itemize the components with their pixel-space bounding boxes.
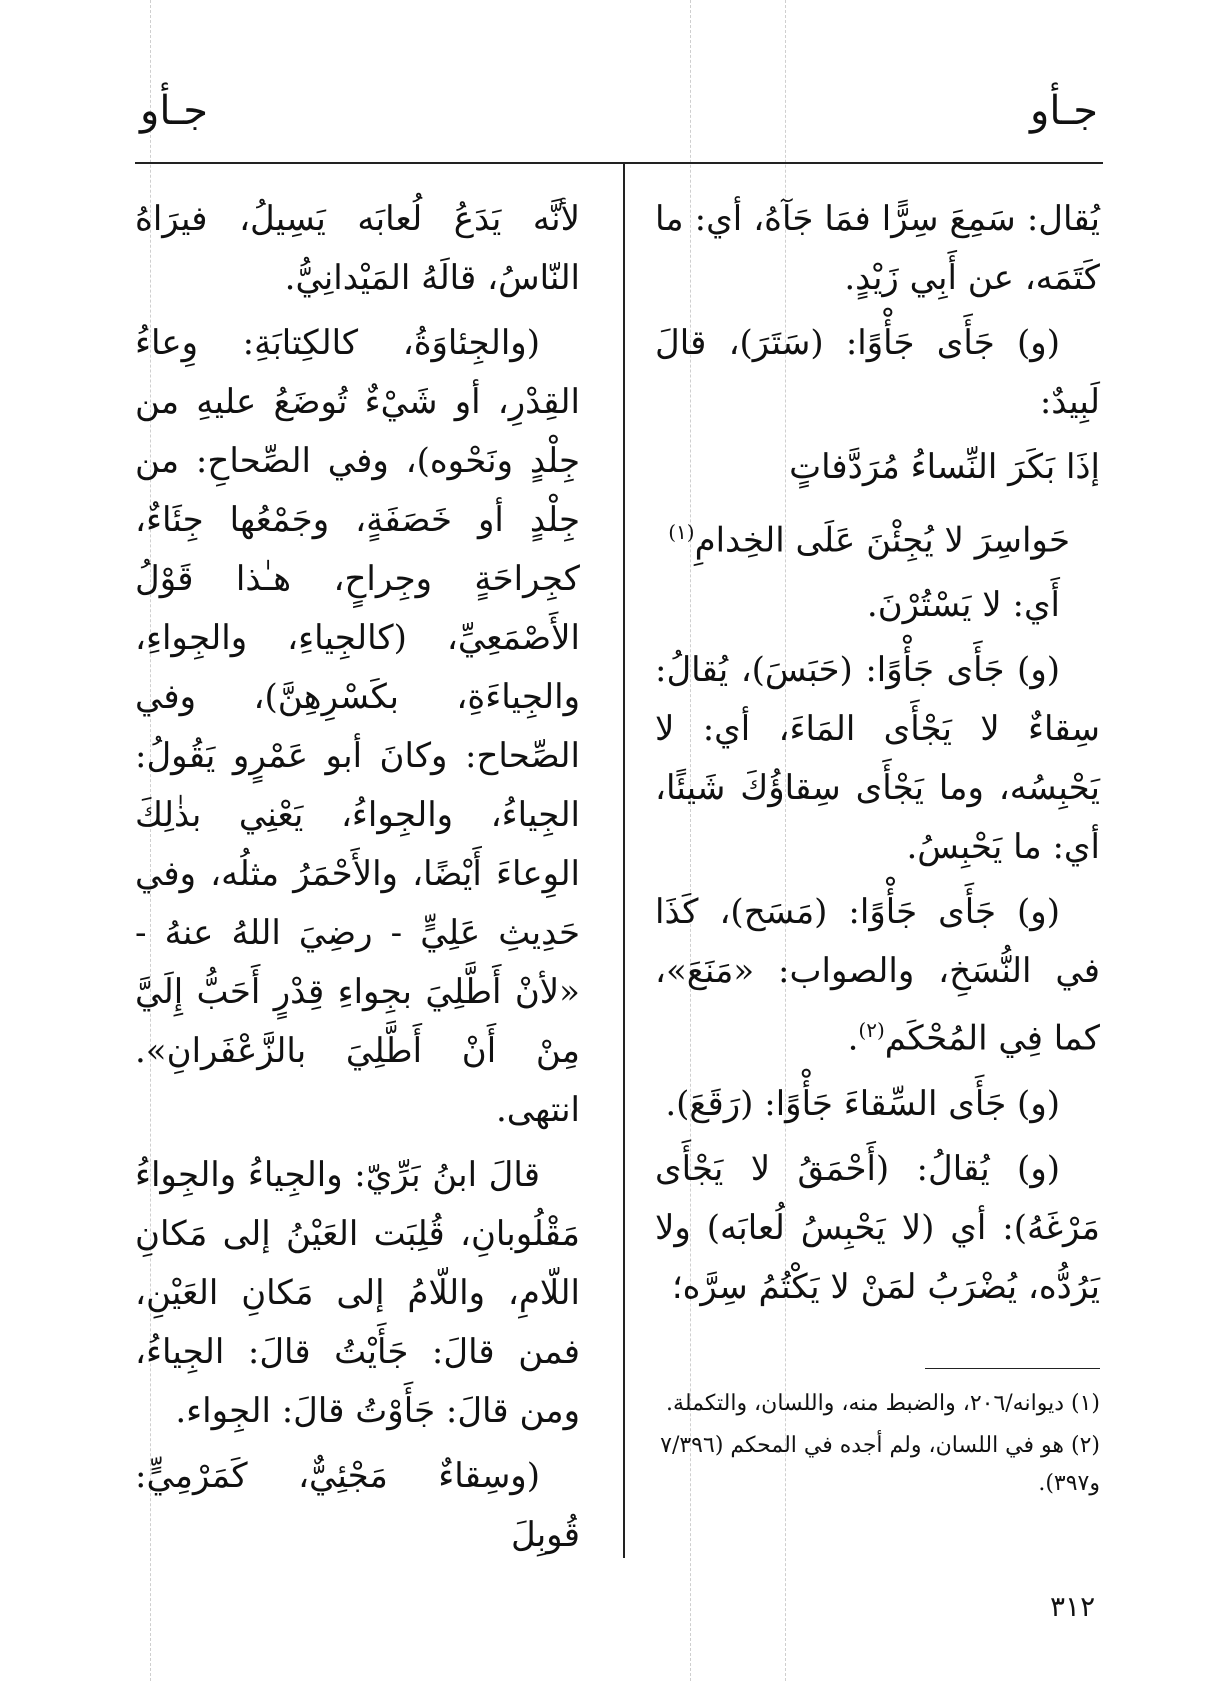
paragraph: (و) جَأَى جَأْوًا: (مَسَح)، كَذَا في النُّسَخِ، والصواب: «مَنَعَ»، كما فِي المُحْكَم$^{(٢)}$. [655, 892, 1100, 1059]
paragraph: (و) يُقالُ: (أَحْمَقُ لا يَجْأَى مَرْغَهُ): أي (لا يَحْبِسُ لُعابَه) ولا يَرُدُّه، يُضْرَبُ لمَنْ لا يَكْتُمُ سِرَّه؛ [655, 1148, 1100, 1307]
paragraph: يُقال: سَمِعَ سِرًّا فمَا جَآهُ، أي: ما كَتَمَه، عن أَبِي زَيْدٍ. [655, 199, 1100, 298]
paragraph: أَي: لا يَسْتُرْنَ. [866, 585, 1060, 626]
footnote-rule [925, 1368, 1100, 1369]
verse-line: إذَا بَكَرَ النِّساءُ مُرَدَّفاتٍ [789, 447, 1100, 487]
paragraph: قالَ ابنُ بَرِّيّ: والجِياءُ والجِواءُ مَقْلُوبانِ، قُلِبَت العَيْنُ إلى مَكانِ اللّامِ، واللّامُ إلى مَكانِ العَيْنِ، فمن قالَ: جَأَيْتُ قالَ: الجِياءُ، ومن قالَ: جَأَوْتُ قالَ: الجِواء. [135, 1155, 580, 1431]
header-rule [135, 162, 1103, 164]
left-column [135, 190, 580, 1571]
header-left-word: جـأو [140, 88, 208, 134]
right-column [655, 190, 1100, 1323]
footnote: (١) ديوانه/٢٠٦، والضبط منه، واللسان، والتكملة. [666, 1391, 1100, 1416]
paragraph-text: (و) جَأَى جَأْوًا: (مَسَح)، كَذَا في النُّسَخِ، والصواب: «مَنَعَ»، كما فِي المُحْكَم [655, 892, 1100, 1059]
column-divider [623, 163, 625, 1558]
footnote: (٢) هو في اللسان، ولم أجده في المحكم (٧/٣٩٦ و٣٩٧). [660, 1433, 1100, 1496]
paragraph: (وسِقاءٌ مَجْئِيٌّ، كَمَرْمِيٍّ: قُوبِلَ [135, 1456, 580, 1555]
paragraph: (و) جَأَى جَأْوًا: (حَبَسَ)، يُقالُ: سِقاءٌ لا يَجْأَى المَاءَ، أي: لا يَحْبِسُه، وما يَجْأَى سِقاؤُكَ شَيئًا، أي: ما يَحْبِسُ. [655, 650, 1100, 868]
paragraph: (و) جَأَى جَأْوًا: (سَتَرَ)، قالَ لَبِيدٌ: [655, 323, 1100, 422]
paragraph: (و) جَأَى السِّقاءَ جَأْوًا: (رَقَعَ). [665, 1083, 1060, 1124]
page-number: ٣١٢ [1050, 1590, 1096, 1623]
footnotes [655, 1385, 1100, 1507]
paragraph: لأنَّه يَدَعُ لُعابَه يَسِيلُ، فيرَاهُ النّاسُ، قالَهُ المَيْدانِيُّ. [135, 199, 580, 298]
header-right-word: جـأو [1030, 88, 1098, 134]
verse-text: حَواسِرَ لا يُجِئْنَ عَلَى الخِدامِ [694, 520, 1070, 561]
footnote-ref: (٢) [858, 1018, 885, 1043]
verse-line [655, 503, 1100, 570]
footnote-ref: (١) [668, 520, 695, 544]
paragraph: (والجِئاوَةُ، كالكِتابَةِ: وِعاءُ القِدْرِ، أو شَيْءٌ تُوضَعُ عليهِ من جِلْدٍ ونَحْوه)، وفي الصِّحاحِ: من جِلْدٍ أو خَصَفَةٍ، وجَمْعُها جِئَاءٌ، كجِراحَةٍ وجِراحٍ، هـٰذا قَوْلُ الأَصْمَعِيِّ، (كالجِياءِ، والجِواءِ، والجِياءَةِ، بكَسْرِهِنَّ)، وفي الصِّحاح: وكانَ أبو عَمْرٍو يَقُولُ: الجِياءُ، والجِواءُ، يَعْنِي بذٰلِكَ الوِعاءَ أَيْضًا، والأَحْمَرُ مثلُه، وفي حَدِيثِ عَلِيٍّ - رضِيَ اللهُ عنهُ - «لأنْ أَطَّلِيَ بجِواءِ قِدْرٍ أَحَبُّ إِلَيَّ مِنْ أَنْ أَطَّلِيَ بالزَّعْفَرانِ». انتهى. [135, 323, 580, 1130]
